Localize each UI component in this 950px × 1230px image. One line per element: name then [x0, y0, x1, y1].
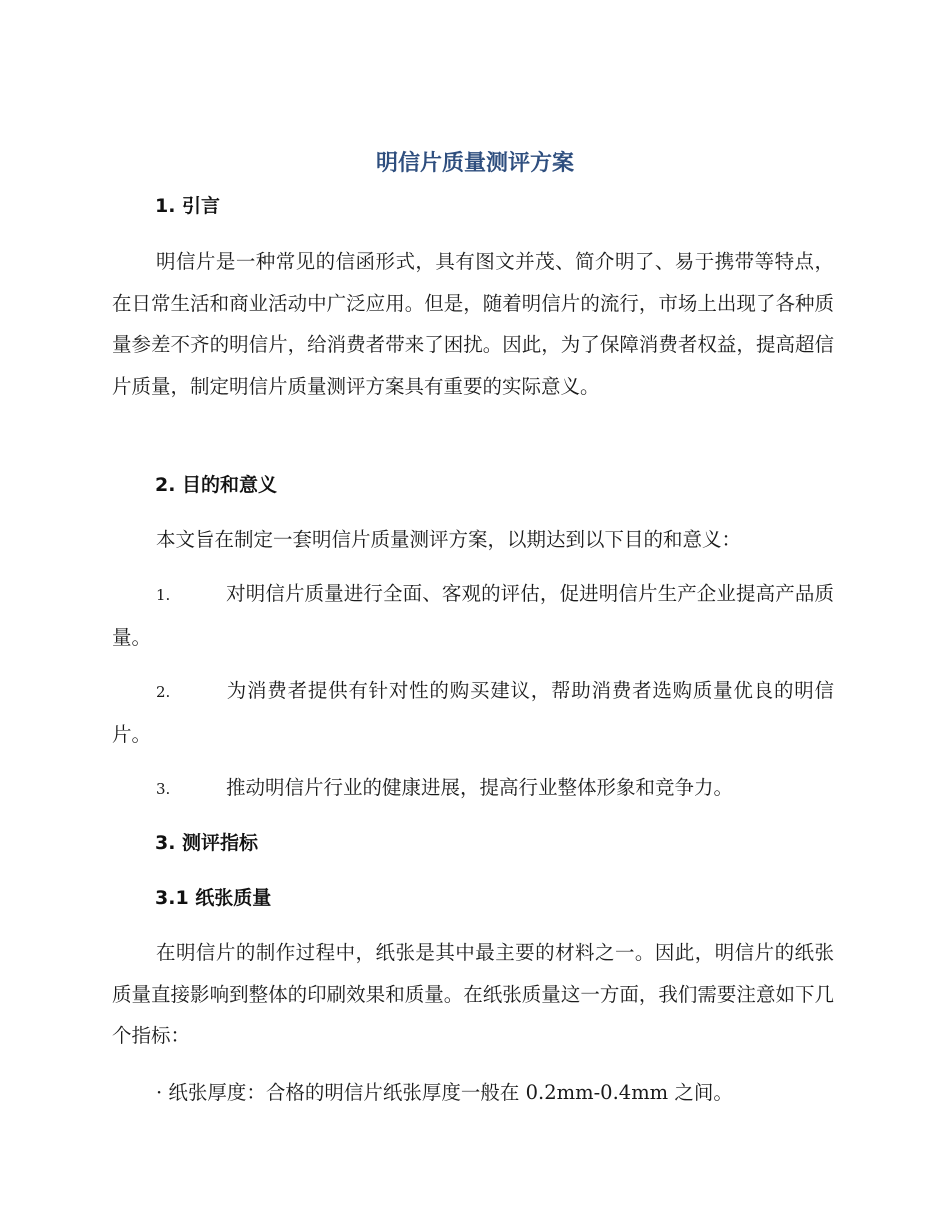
section-heading-metrics: 3. 测评指标 — [155, 832, 259, 854]
section-heading-intro: 1. 引言 — [155, 195, 221, 217]
intro-paragraph: 明信片是一种常见的信函形式，具有图文并茂、简介明了、易于携带等特点，在日常生活和商业活动中广泛应用。但是，随着明信片的流行，市场上出现了各种质量参差不齐的明信片，给消费者带来了困扰。因此，为了保障消费者权益，提高超信片质量，制定明信片质量测评方案具有重要的实际意义。 — [112, 250, 834, 398]
list-item-text: 为消费者提供有针对性的购买建议，帮助消费者选购质量优良的明信片。 — [112, 679, 834, 746]
purpose-list-item — [112, 767, 834, 811]
list-item-text: 对明信片质量进行全面、客观的评估，促进明信片生产企业提高产品质量。 — [112, 582, 834, 649]
purpose-list-item — [112, 670, 834, 755]
subsection-heading-paper-quality: 3.1 纸张质量 — [155, 887, 272, 909]
list-item-number: 1. — [156, 586, 171, 604]
list-item-number: 2. — [156, 683, 171, 701]
purpose-intro-paragraph: 本文旨在制定一套明信片质量测评方案，以期达到以下目的和意义： — [156, 528, 742, 551]
section-heading-purpose: 2. 目的和意义 — [155, 474, 278, 496]
list-item-number: 3. — [156, 780, 171, 798]
document-title: 明信片质量测评方案 — [375, 151, 574, 176]
purpose-list-item — [112, 573, 834, 658]
list-item-text: 推动明信片行业的健康进展，提高行业整体形象和竞争力。 — [226, 776, 734, 799]
paper-thickness-bullet: · 纸张厚度：合格的明信片纸张厚度一般在 0.2mm-0.4mm 之间。 — [156, 1081, 733, 1104]
paper-quality-paragraph: 在明信片的制作过程中，纸张是其中最主要的材料之一。因此，明信片的纸张质量直接影响到整体的印刷效果和质量。在纸张质量这一方面，我们需要注意如下几个指标： — [112, 941, 834, 1047]
